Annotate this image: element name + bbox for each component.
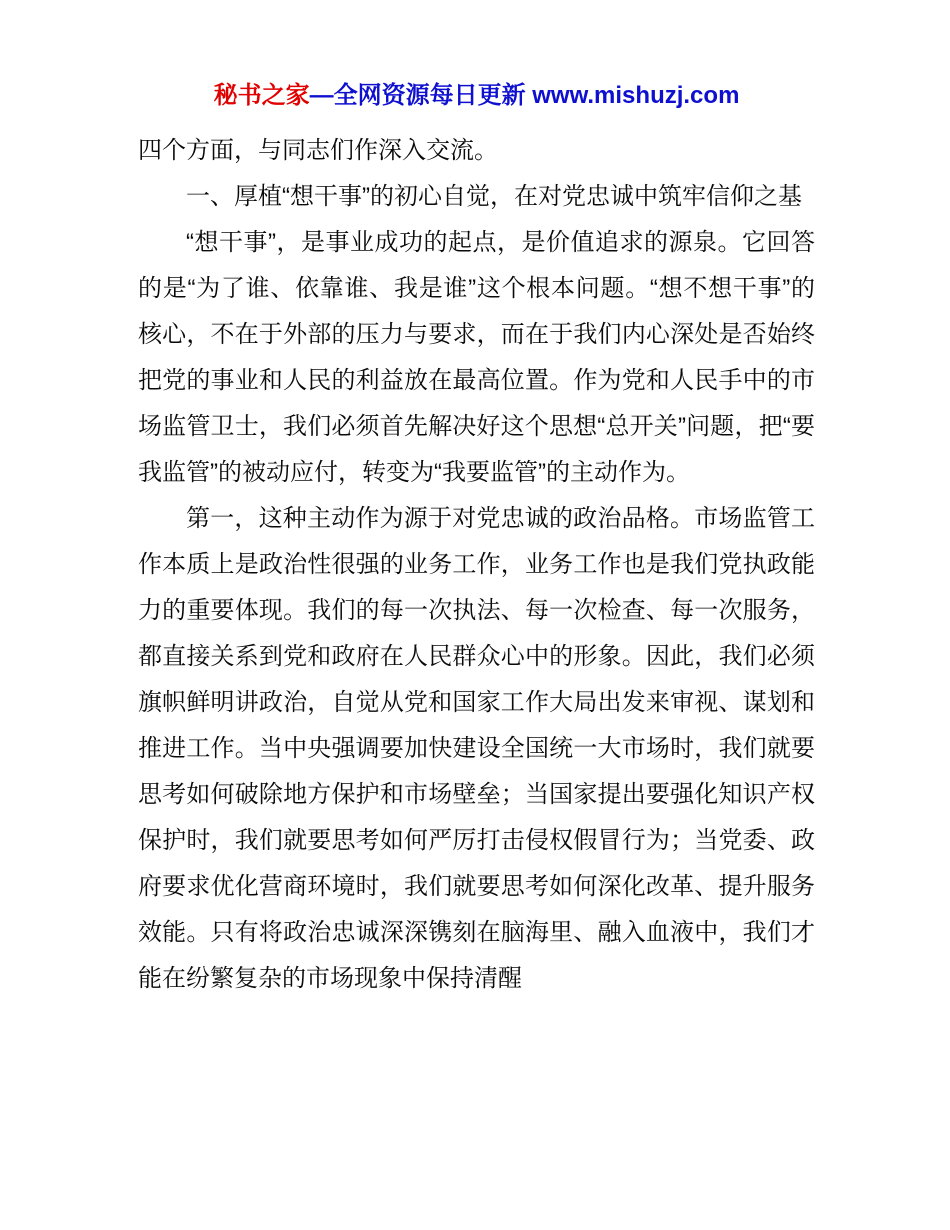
site-url-link[interactable]: www.mishuzj.com bbox=[532, 82, 740, 109]
body-paragraph: “想干事”，是事业成功的起点，是价值追求的源泉。它回答的是“为了谁、依靠谁、我是谁”这个根本问题。“想不想干事”的核心，不在于外部的压力与要求，而在于我们内心深处是否始终把党的事业和人民的利益放在最高位置。作为党和人民手中的市场监管卫士，我们必须首先解决好这个思想“总开关”问题，把“要我监管”的被动应付，转变为“我要监管”的主动作为。 bbox=[138, 229, 815, 486]
document-body bbox=[138, 128, 815, 1002]
body-paragraph: 四个方面，与同志们作深入交流。 bbox=[138, 137, 498, 164]
heading-paragraph: 一、厚植“想干事”的初心自觉，在对党忠诚中筑牢信仰之基 bbox=[186, 183, 802, 210]
site-header bbox=[138, 78, 815, 114]
site-brand: 秘书之家 bbox=[213, 82, 310, 109]
site-tagline: —全网资源每日更新 bbox=[309, 82, 533, 109]
body-paragraph: 第一，这种主动作为源于对党忠诚的政治品格。市场监管工作本质上是政治性很强的业务工作，业务工作也是我们党执政能力的重要体现。我们的每一次执法、每一次检查、每一次服务，都直接关系到党和政府在人民群众心中的形象。因此，我们必须旗帜鲜明讲政治，自觉从党和国家工作大局出发来审视、谋划和推进工作。当中央强调要加快建设全国统一大市场时，我们就要思考如何破除地方保护和市场壁垒；当国家提出要强化知识产权保护时，我们就要思考如何严厉打击侵权假冒行为；当党委、政府要求优化营商环境时，我们就要思考如何深化改革、提升服务效能。只有将政治忠诚深深镌刻在脑海里、融入血液中，我们才能在纷繁复杂的市场现象中保持清醒 bbox=[138, 505, 815, 992]
